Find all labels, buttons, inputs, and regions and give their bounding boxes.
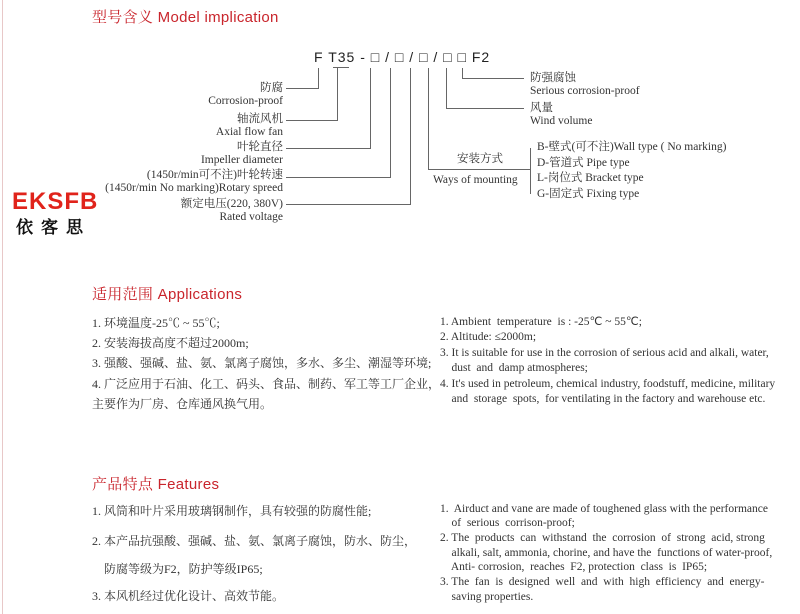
- applications-cn-item: 3. 强酸、强碱、盐、氨、氯离子腐蚀，多水、多尘、潮湿等环境;: [92, 356, 432, 370]
- connector-line: [446, 108, 524, 109]
- applications-en-item: 4. It's used in petroleum, chemical industry, foodstuff, medicine, military: [440, 378, 776, 390]
- label-serious-corrosion-proof: 防强腐蚀 Serious corrosion-proof: [530, 72, 640, 97]
- features-en-item: saving properties.: [440, 591, 534, 603]
- connector-line: [318, 68, 319, 89]
- bracket-line: [530, 148, 531, 194]
- features-cn-item: 防腐等级为F2，防护等级IP65;: [92, 562, 263, 576]
- connector-line: [428, 68, 429, 170]
- page-edge: [2, 0, 3, 614]
- features-en-item: 2. The products can withstand the corrosion of strong acid, strong: [440, 532, 765, 544]
- brand-logo: EKSFB: [12, 188, 99, 215]
- label-rated-voltage: 额定电压(220, 380V) Rated voltage: [180, 198, 283, 223]
- features-en-item: alkali, salt, ammonia, chorine, and have the functions of water-proof,: [440, 547, 773, 559]
- mounting-option: G-固定式 Fixing type: [537, 188, 640, 200]
- brand-logo-cn: 依客思: [16, 218, 91, 237]
- connector-line: [286, 148, 371, 149]
- t35-underline: [333, 67, 349, 68]
- features-en-item: 3. The fan is designed well and with high efficiency and energy-: [440, 576, 765, 588]
- applications-en-item: 3. It is suitable for use in the corrosion of serious acid and alkali, water,: [440, 347, 769, 359]
- applications-en-item: 1. Ambient temperature is : -25℃ ~ 55℃;: [440, 316, 642, 328]
- connector-line: [446, 68, 447, 109]
- connector-line: [286, 204, 411, 205]
- features-title: 产品特点 Features: [92, 476, 220, 493]
- applications-en-item: 2. Altitude: ≤2000m;: [440, 331, 537, 343]
- features-cn-item: 2. 本产品抗强酸、强碱、盐、氨、氯离子腐蚀，防水、防尘，: [92, 534, 417, 548]
- connector-line: [370, 68, 371, 149]
- applications-cn-item: 4. 广泛应用于石油、化工、码头、食品、制药、军工等工厂企业，: [92, 377, 441, 391]
- model-code: F T35 - □ / □ / □ / □ □ F2: [314, 49, 491, 65]
- connector-line: [462, 78, 524, 79]
- features-en-item: of serious corrison-proof;: [440, 517, 575, 529]
- connector-line: [390, 68, 391, 178]
- label-impeller-diameter: 叶轮直径 Impeller diameter: [200, 141, 283, 166]
- applications-cn-item: 1. 环境温度-25℃ ~ 55℃;: [92, 316, 220, 330]
- mounting-option: B-壁式(可不注)Wall type ( No marking): [537, 141, 727, 153]
- connector-line: [428, 169, 531, 170]
- model-section-title: 型号含义 Model implication: [92, 9, 279, 26]
- connector-line: [286, 88, 319, 89]
- connector-line: [286, 177, 391, 178]
- label-rotary-speed: (1450r/min可不注)叶轮转速 (1450r/min No marking)Rotary spreed: [105, 169, 283, 194]
- label-axial-flow-fan: 轴流风机 Axial flow fan: [215, 113, 283, 138]
- features-en-item: Anti- corrosion, reaches F2, protection class is IP65;: [440, 561, 708, 573]
- label-wind-volume: 风量 Wind volume: [530, 102, 593, 127]
- mounting-option: L-岗位式 Bracket type: [537, 172, 644, 184]
- features-en-item: 1. Airduct and vane are made of toughened glass with the performance: [440, 503, 768, 515]
- mounting-option: D-管道式 Pipe type: [537, 157, 630, 169]
- applications-en-item: dust and damp atmospheres;: [440, 362, 588, 374]
- applications-title: 适用范围 Applications: [92, 286, 243, 303]
- connector-line: [410, 68, 411, 205]
- applications-cn-item: 2. 安装海拔高度不超过2000m;: [92, 336, 249, 350]
- label-mounting-cn: 安装方式: [457, 153, 503, 165]
- connector-line: [337, 68, 338, 121]
- connector-line: [286, 120, 338, 121]
- features-cn-item: 3. 本风机经过优化设计、高效节能。: [92, 589, 285, 603]
- applications-en-item: and storage spots, for ventilating in the factory and warehouse etc.: [440, 393, 766, 405]
- label-corrosion-proof: 防腐 Corrosion-proof: [208, 82, 283, 107]
- features-cn-item: 1. 风筒和叶片采用玻璃钢制作，具有较强的防腐性能;: [92, 504, 372, 518]
- applications-cn-item: 主要作为厂房、仓库通风换气用。: [92, 397, 273, 411]
- label-mounting-en: Ways of mounting: [433, 174, 518, 186]
